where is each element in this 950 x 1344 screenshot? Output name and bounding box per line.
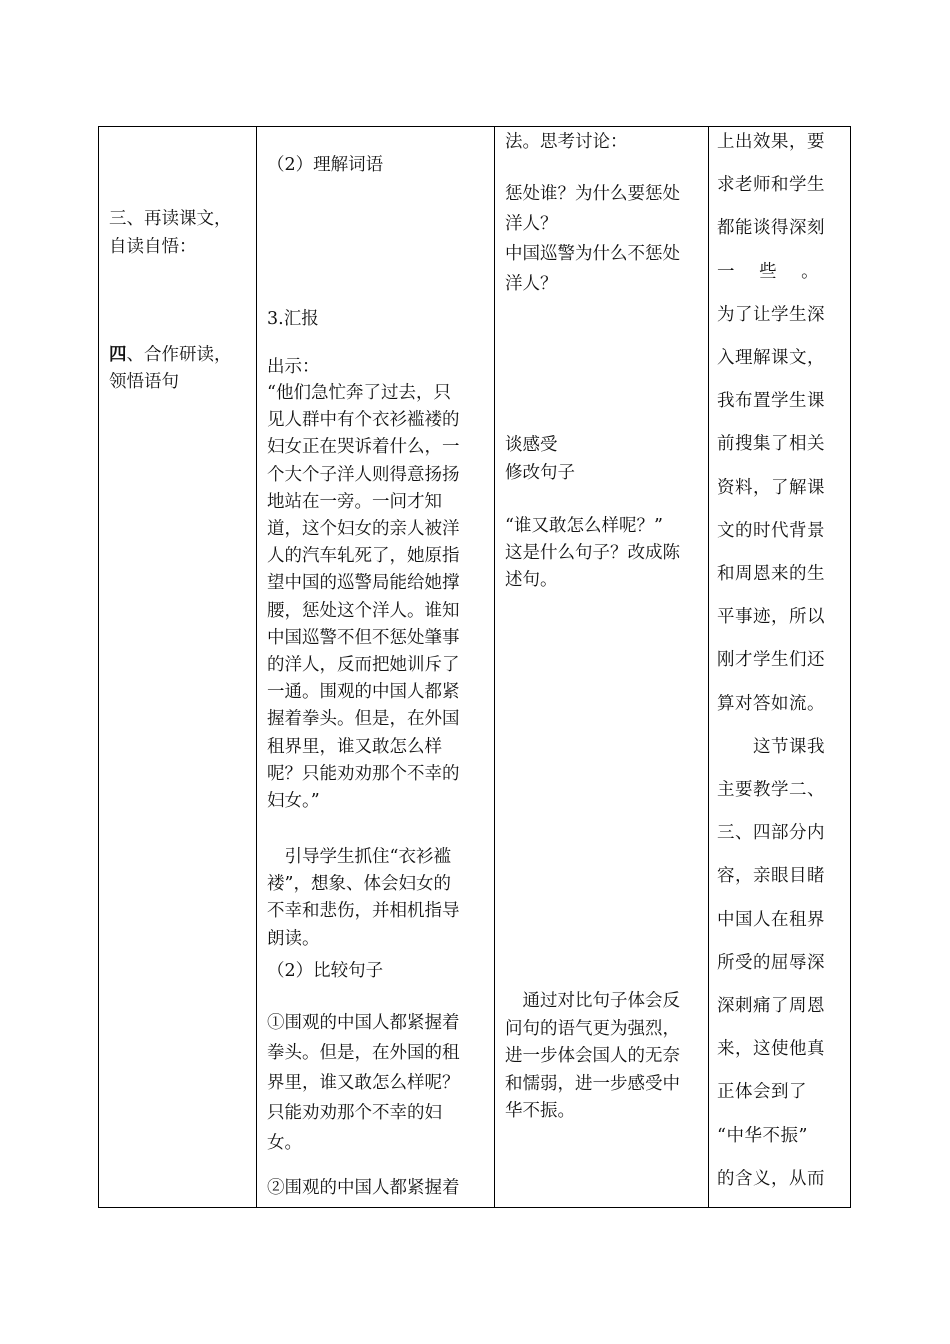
discuss-line: 法。思考讨论： <box>505 132 628 152</box>
rhetorical-line: 述句。 <box>505 570 558 590</box>
sentence-1-line: 界里，谁又敢怎么样呢？ <box>267 1073 460 1093</box>
reflection-line: 为了让学生深 <box>717 304 825 325</box>
guide-line: 不幸和悲伤，并相机指导 <box>267 901 460 922</box>
section-3-heading-line1: 三、再读课文， <box>109 209 232 229</box>
reflection-line: 来，这使他真 <box>717 1039 825 1060</box>
modify-label: 修改句子 <box>505 463 575 483</box>
report-heading: 3.汇报 <box>267 309 319 329</box>
reflection-line: 一 些 。 <box>717 261 820 282</box>
quote-line: 个大个子洋人则得意扬扬 <box>267 464 460 485</box>
guide-line: 褛”，想象、体会妇女的 <box>267 874 451 895</box>
reflection-line: 平事迹，所以 <box>717 607 825 628</box>
sentence-1-line: 拳头。但是，在外国的租 <box>267 1043 460 1063</box>
reflection-line: 所受的屈辱深 <box>717 952 825 973</box>
reflection-column <box>709 127 850 1207</box>
question-line: 洋人？ <box>505 274 558 294</box>
reflection-line: 刚才学生们还 <box>717 650 825 671</box>
section-4-heading-line2: 领悟语句 <box>109 372 179 392</box>
student-activity-column <box>495 127 708 1207</box>
reflection-line: 正体会到了 <box>717 1082 807 1103</box>
sentence-1-line: 只能劝劝那个不幸的妇 <box>267 1103 442 1123</box>
quote-line: 租界里，谁又敢怎么样 <box>267 736 442 757</box>
reflection-line: 文的时代背景 <box>717 520 825 541</box>
reflection-line: 资料，了解课 <box>717 477 825 498</box>
steps-column <box>99 127 256 1207</box>
reflection-line: 求老师和学生 <box>717 175 825 196</box>
quote-line: “他们急忙奔了过去，只 <box>267 383 451 403</box>
quote-line: 呢？只能劝劝那个不幸的 <box>267 763 460 784</box>
quote-line: 地站在一旁。一问才知 <box>267 491 442 512</box>
reflection-line: 都能谈得深刻 <box>717 218 825 239</box>
reflection-line: 的含义，从而 <box>717 1168 825 1189</box>
reflection-line: 容，亲眼目睹 <box>717 866 825 887</box>
understand-words-heading: （2）理解词语 <box>267 155 384 175</box>
comparison-line: 进一步体会国人的无奈 <box>505 1046 680 1066</box>
sentence-1-line: 女。 <box>267 1133 302 1153</box>
guide-line: 引导学生抓住“衣衫褴 <box>267 847 451 867</box>
guide-line: 朗读。 <box>267 928 320 949</box>
quote-line: 望中国的巡警局能给她撑 <box>267 573 460 594</box>
section-4-heading-line1 <box>109 343 232 368</box>
quote-line: 妇女。” <box>267 791 320 811</box>
reflection-line: 这节课我 <box>717 736 825 757</box>
rhetorical-line: “谁又敢怎么样呢？” <box>505 516 663 536</box>
reflection-line: 算对答如流。 <box>717 693 825 714</box>
quote-line: 腰，惩处这个洋人。谁知 <box>267 600 460 621</box>
section-3-heading-line2: 自读自悟： <box>109 237 197 257</box>
feel-label: 谈感受 <box>505 435 558 455</box>
lesson-plan-table <box>98 126 851 1208</box>
teaching-content-column <box>257 127 494 1207</box>
reflection-line: “中华不振” <box>717 1125 808 1146</box>
reflection-line: 上出效果，要 <box>717 132 825 152</box>
rhetorical-line: 这是什么句子？改成陈 <box>505 543 680 563</box>
sentence-2-line: ②围观的中国人都紧握着 <box>267 1178 460 1198</box>
comparison-line: 问句的语气更为强烈， <box>505 1018 680 1039</box>
reflection-line: 主要教学二、 <box>717 780 825 800</box>
quote-line: 道，这个妇女的亲人被洋 <box>267 519 460 539</box>
reflection-line: 前搜集了相关 <box>717 434 825 455</box>
comparison-line: 华不振。 <box>505 1101 575 1121</box>
reflection-line: 我布置学生课 <box>717 391 825 412</box>
question-line: 惩处谁？为什么要惩处 <box>505 184 680 204</box>
reflection-line: 入理解课文， <box>717 348 825 368</box>
section-4-heading-text: 、合作研读， <box>126 345 232 365</box>
section-4-number: 四 <box>109 345 127 365</box>
reflection-line: 深刺痛了周恩 <box>717 996 825 1016</box>
quote-line: 一通。围观的中国人都紧 <box>267 682 460 703</box>
comparison-line: 通过对比句子体会反 <box>505 991 680 1011</box>
quote-line: 中国巡警不但不惩处肇事 <box>267 627 460 648</box>
quote-line: 的洋人，反而把她训斥了 <box>267 655 460 675</box>
comparison-line: 和懦弱，进一步感受中 <box>505 1073 680 1094</box>
reflection-line: 三、四部分内 <box>717 823 825 844</box>
quote-line: 见人群中有个衣衫褴褛的 <box>267 410 460 431</box>
quote-line: 妇女正在哭诉着什么，一 <box>267 437 460 458</box>
question-line: 洋人？ <box>505 214 558 234</box>
compare-sentences-heading: （2）比较句子 <box>267 961 384 981</box>
show-label: 出示： <box>267 357 320 377</box>
question-line: 中国巡警为什么不惩处 <box>505 244 680 264</box>
quote-line: 握着拳头。但是，在外国 <box>267 709 460 730</box>
sentence-1-line: ①围观的中国人都紧握着 <box>267 1013 460 1033</box>
quote-line: 人的汽车轧死了，她原指 <box>267 546 460 567</box>
reflection-line: 和周恩来的生 <box>717 564 825 584</box>
reflection-line: 中国人在租界 <box>717 909 825 930</box>
